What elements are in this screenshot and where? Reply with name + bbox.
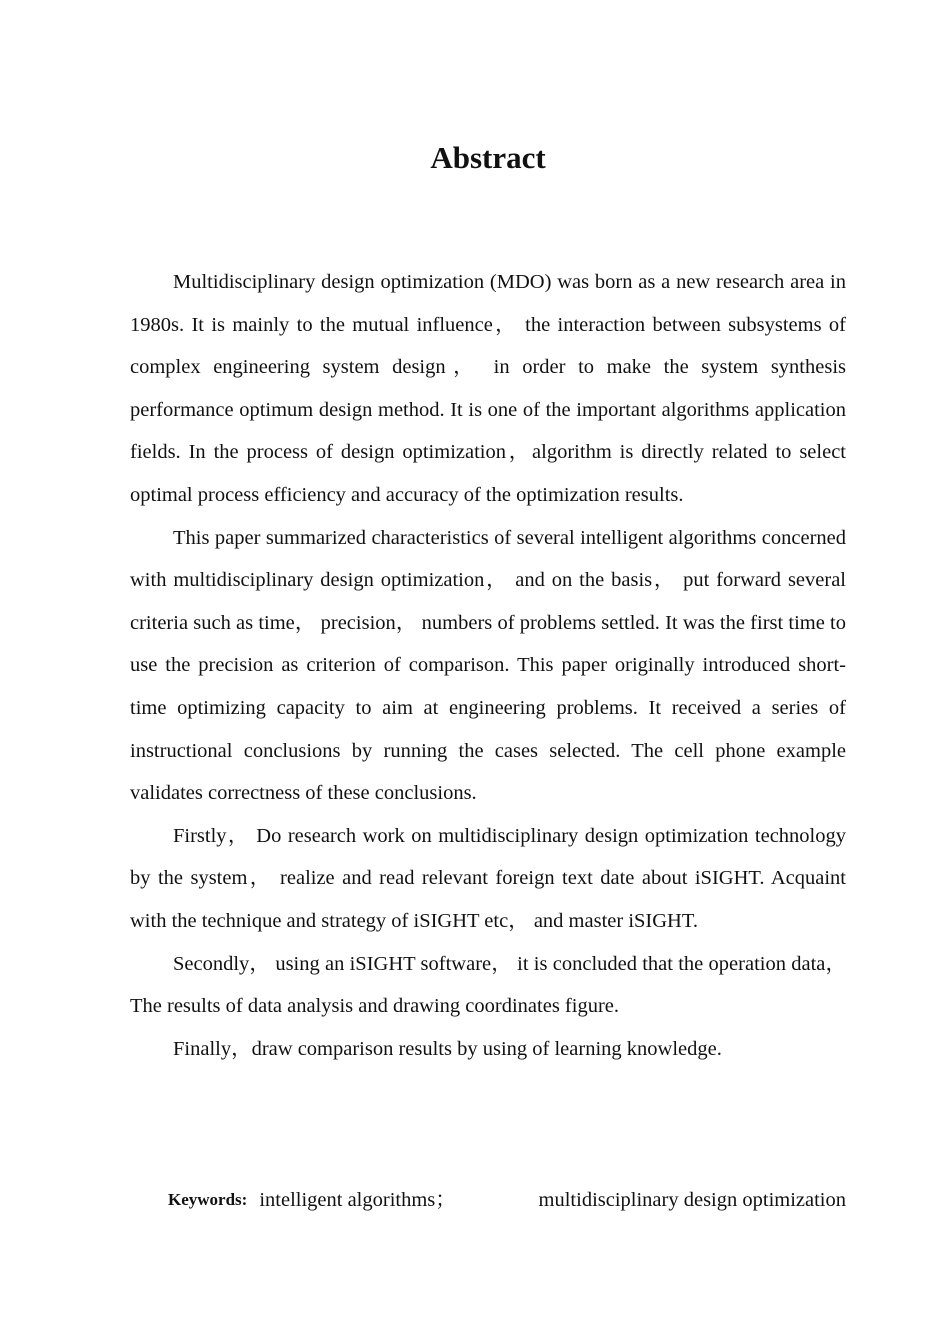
abstract-body <box>130 261 846 1070</box>
abstract-paragraph-3: Firstly， Do research work on multidisciplinary design optimization technology by the system， realize and read relevant foreign text date about iSIGHT. Acquaint with the technique and strategy of iSIGHT etc， and master iSIGHT. <box>130 824 846 932</box>
page-title: Abstract <box>430 140 546 175</box>
keywords-values <box>259 1179 846 1221</box>
keywords-label: Keywords: <box>168 1190 248 1209</box>
keywords-line <box>168 1179 846 1221</box>
abstract-paragraph-2: This paper summarized characteristics of several intelligent algorithms concerned with multidisciplinary design optimization， and on the basis， put forward several criteria such as time， precision， numbers of problems settled. It was the first time to use the precision as criterion of comparison. This paper originally introduced short-time optimizing capacity to aim at engineering problems. It received a series of instructional conclusions by running the cases selected. The cell phone example validates correctness of these conclusions. <box>130 526 846 805</box>
keyword-item: multidisciplinary design optimization <box>538 1189 846 1211</box>
abstract-paragraph-4: Secondly， using an iSIGHT software， it is concluded that the operation data，The results of data analysis and drawing coordinates figure. <box>130 952 846 1018</box>
keyword-item: intelligent algorithms； <box>259 1189 456 1211</box>
abstract-paragraph-5: Finally，draw comparison results by using of learning knowledge. <box>173 1037 722 1060</box>
abstract-paragraph-1: Multidisciplinary design optimization (MDO) was born as a new research area in 1980s. It is mainly to the mutual influence， the interaction between subsystems of complex engineering system design， in order to make the system synthesis performance optimum design method. It is one of the important algorithms application fields. In the process of design optimization，algorithm is directly related to select optimal process efficiency and accuracy of the optimization results. <box>130 271 846 506</box>
